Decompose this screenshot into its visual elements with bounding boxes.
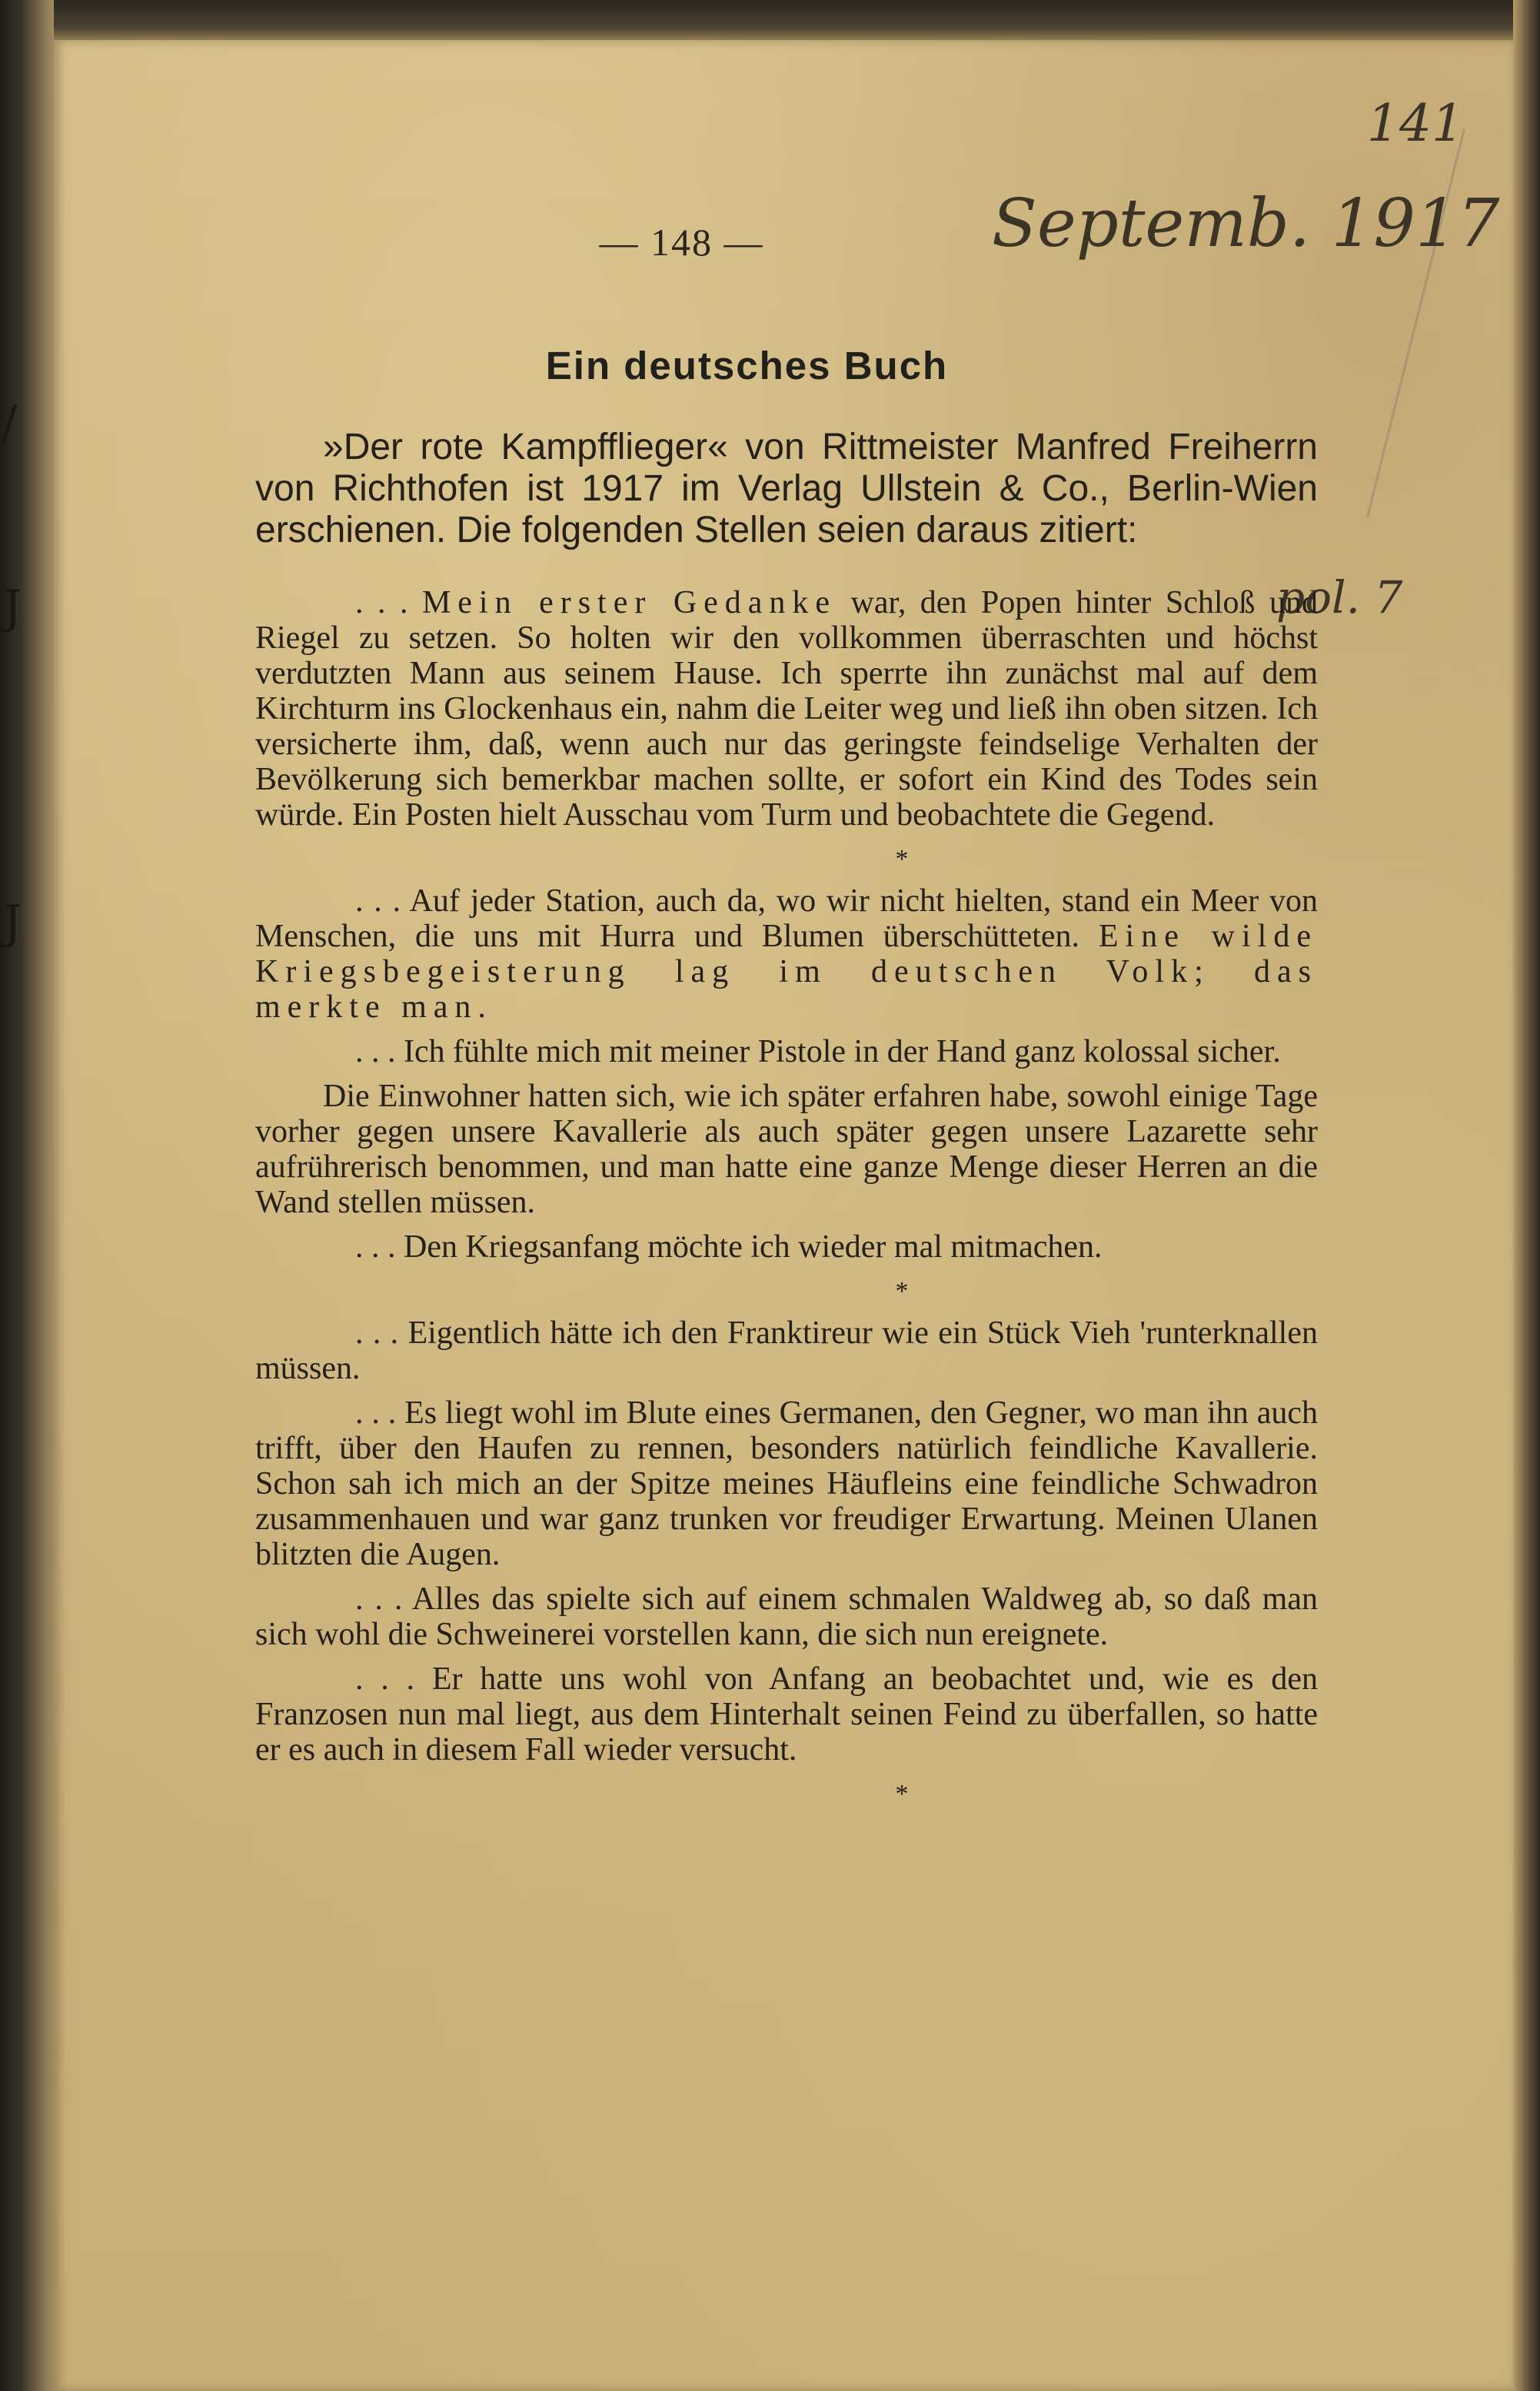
quote-paragraph: . . . Eigentlich hätte ich den Franktireur wie ein Stück Vieh 'runterknallen müssen. — [255, 1315, 1318, 1386]
quote-text: . . . Auf jeder Station, auch da, wo wir nicht hielten, stand ein Meer von Menschen, die uns mit Hurra und Blumen überschütteten. — [255, 883, 1318, 954]
previous-page-mark: J — [3, 580, 22, 634]
previous-page-mark: / — [2, 396, 18, 450]
intro-paragraph: »Der rote Kampfflieger« von Rittmeister Manfred Freiherrn von Richthofen ist 1917 im Verlag Ullstein & Co., Berlin-Wien erschienen. Die folgenden Stellen seien daraus zitiert: — [255, 427, 1318, 550]
quote-paragraph: . . . Alles das spielte sich auf einem schmalen Waldweg ab, so daß man sich wohl die Schweinerei vorstellen kann, die sich nun ereignete. — [255, 1581, 1318, 1652]
handwritten-date: Septemb. 1917 — [992, 185, 1500, 262]
emphasized-text: Eine wilde Kriegsbegeisterung lag im deutschen Volk; das merkte man. — [255, 919, 1318, 1025]
previous-page-mark: J — [3, 896, 22, 949]
quote-paragraph: . . . Er hatte uns wohl von Anfang an beobachtet und, wie es den Franzosen nun mal liegt, aus dem Hinterhalt seinen Feind zu überfallen, so hatte er es auch in diesem Fall wieder versucht. — [255, 1661, 1318, 1767]
quote-paragraph: Die Einwohner hatten sich, wie ich später erfahren habe, sowohl einige Tage vorher gegen unsere Kavallerie als auch später gegen unsere Lazarette sehr aufrührerisch benommen, und man hatte eine ganze Menge dieser Herren an die Wand stellen müssen. — [255, 1079, 1318, 1220]
quote-paragraph: . . . Den Kriegsanfang möchte ich wieder mal mitmachen. — [355, 1229, 1103, 1265]
document-title: Ein deutsches Buch — [545, 344, 949, 387]
section-separator: * — [895, 1277, 909, 1305]
quote-paragraph: . . . Es liegt wohl im Blute eines Germanen, den Gegner, wo man ihn auch trifft, über den Haufen zu rennen, besonders natürlich feindliche Kavallerie. Schon sah ich mich an der Spitze meines Häufleins eine feindliche Schwadron zusammenhauen und war ganz trunken vor freudiger Erwartung. Meinen Ulanen blitzten die Augen. — [255, 1395, 1318, 1572]
document-body — [255, 427, 1318, 1818]
quote-lead: . . . — [355, 585, 422, 620]
quote-paragraph: . . . Ich fühlte mich mit meiner Pistole in der Hand ganz kolossal sicher. — [355, 1034, 1281, 1069]
scan-top-edge — [54, 0, 1540, 40]
section-separator: * — [895, 845, 909, 873]
quote-paragraph — [255, 585, 1318, 833]
quote-text: war, den Popen hinter Schloß und Riegel zu setzen. So holten wir den vollkommen überraschten und höchst verdutzten Mann aus seinem Hause. Ich sperrte ihn zunächst mal auf dem Kirchturm ins Glockenhaus ein, nahm die Leiter weg und ließ ihn oben sitzen. Ich versicherte ihm, daß, wenn auch nur das geringste feindselige Verhalten der Bevölkerung sich bemerkbar machen sollte, er sofort ein Kind des Todes sein würde. Ein Posten hielt Ausschau vom Turm und beobachtete die Gegend. — [255, 585, 1318, 833]
section-separator: * — [895, 1780, 909, 1808]
emphasized-text: Mein erster Gedanke — [421, 585, 837, 620]
archive-number: 141 — [1367, 94, 1464, 153]
handwritten-mark: pol. 7 — [1276, 571, 1403, 624]
quote-paragraph — [255, 883, 1318, 1025]
page-number: — 148 — — [599, 221, 764, 264]
